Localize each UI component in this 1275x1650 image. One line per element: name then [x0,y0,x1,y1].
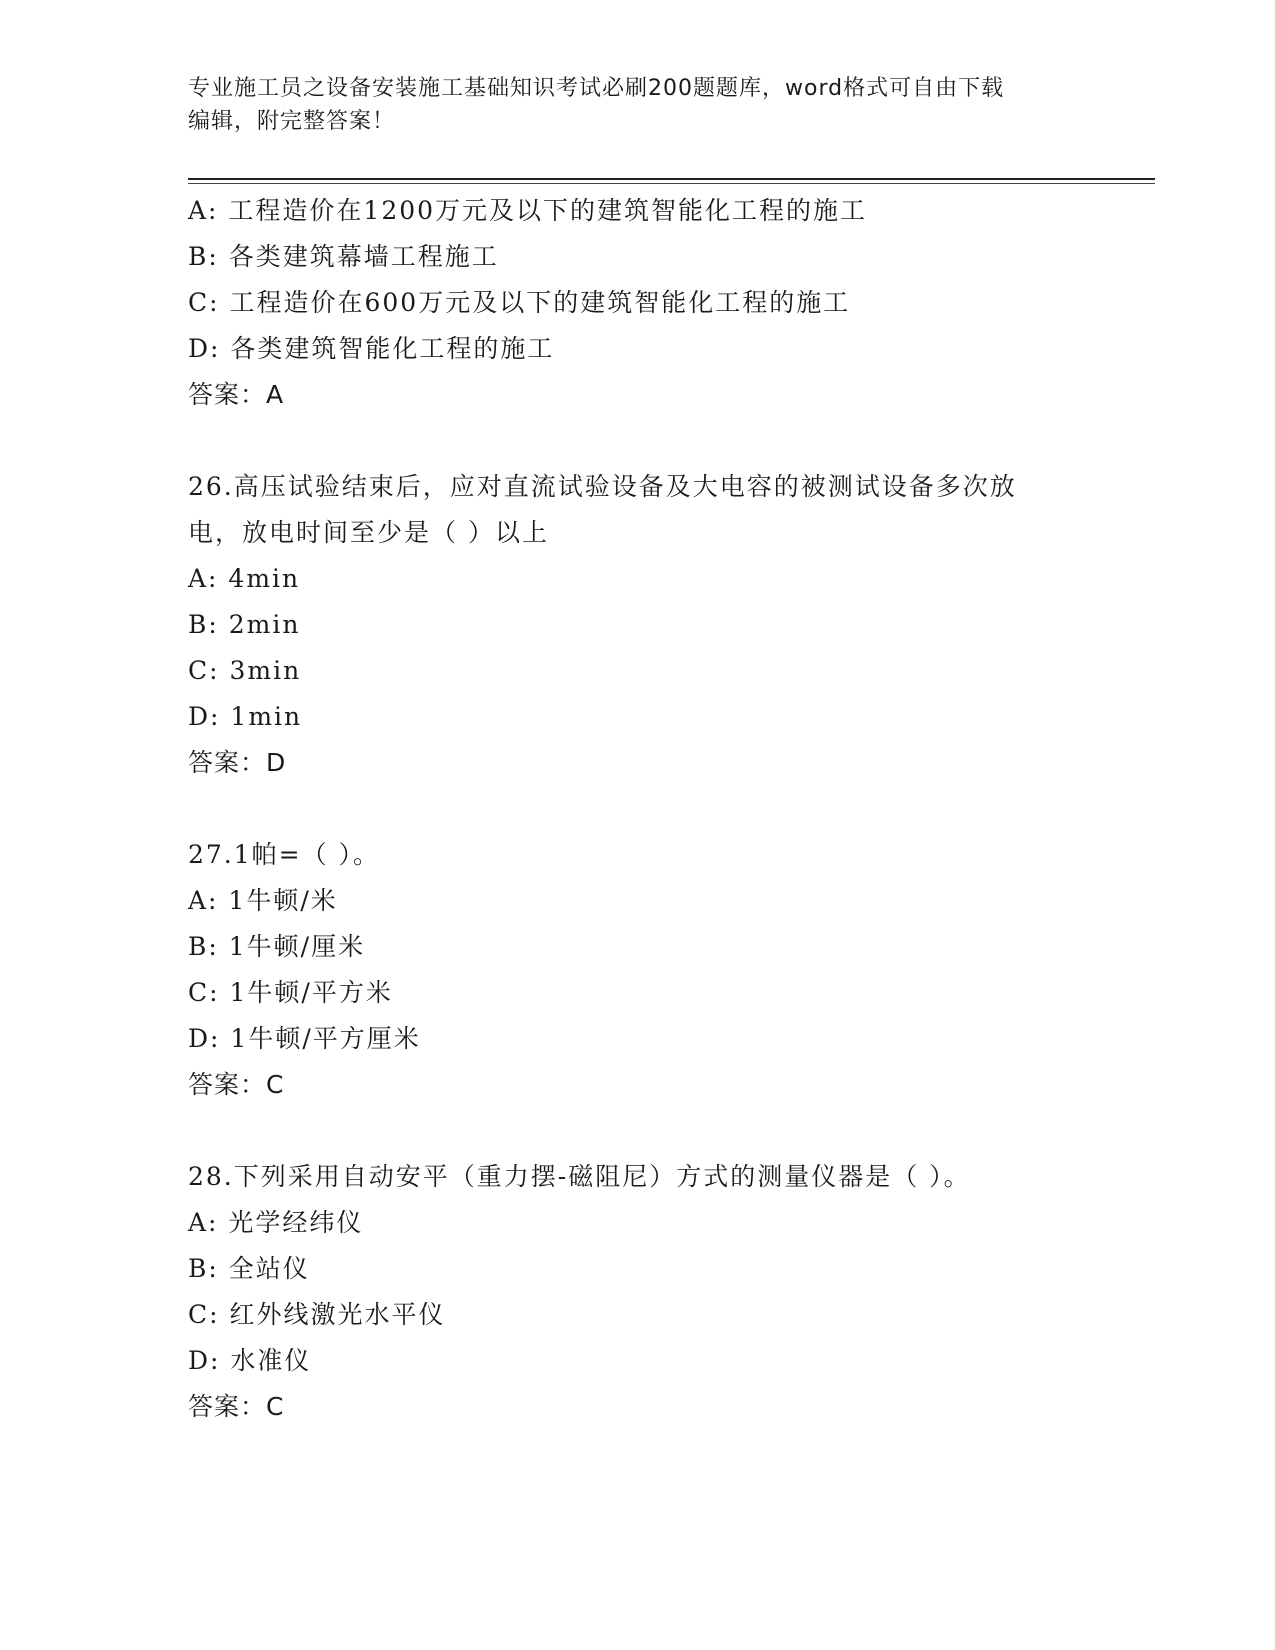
option-c: C: 3min [188,656,302,685]
option-b: B: 全站仪 [188,1254,310,1283]
option-a: A: 4min [188,564,301,593]
answer-label: 答案：C [188,1392,285,1421]
option-b: B: 各类建筑幕墙工程施工 [188,242,499,271]
header-divider-thin [188,183,1155,184]
question-block-25 [188,188,1088,418]
answer-label: 答案：C [188,1070,285,1099]
option-d: D: 1min [188,702,303,731]
header-title-line-2: 编辑，附完整答案！ [188,109,396,134]
option-c: C: 工程造价在600万元及以下的建筑智能化工程的施工 [188,288,851,317]
option-d: D: 1牛顿/平方厘米 [188,1024,421,1053]
header-divider-thick [188,178,1155,180]
question-text-line-2: 电，放电时间至少是（ ）以上 [188,518,549,547]
option-a: A: 光学经纬仪 [188,1208,364,1237]
question-block-28 [188,1154,1088,1430]
option-b: B: 1牛顿/厘米 [188,932,366,961]
option-a: A: 1牛顿/米 [188,886,338,915]
block-spacer [188,1108,1088,1154]
answer-label: 答案：D [188,748,287,777]
question-block-26 [188,464,1088,786]
option-d: D: 各类建筑智能化工程的施工 [188,334,555,363]
option-c: C: 1牛顿/平方米 [188,978,393,1007]
answer-label: 答案：A [188,380,285,409]
option-b: B: 2min [188,610,301,639]
option-c: C: 红外线激光水平仪 [188,1300,446,1329]
question-block-27 [188,832,1088,1108]
header-title-line-1: 专业施工员之设备安装施工基础知识考试必刷200题题库，word格式可自由下载 [188,76,1005,101]
option-a: A: 工程造价在1200万元及以下的建筑智能化工程的施工 [188,196,868,225]
block-spacer [188,418,1088,464]
document-header [188,72,1088,138]
block-spacer [188,786,1088,832]
question-list [188,188,1088,1430]
question-text: 27.1帕=（ ）。 [188,840,381,869]
option-d: D: 水准仪 [188,1346,312,1375]
question-text-line-1: 26.高压试验结束后，应对直流试验设备及大电容的被测试设备多次放 [188,472,1017,501]
question-text: 28.下列采用自动安平（重力摆-磁阻尼）方式的测量仪器是（ ）。 [188,1162,971,1191]
